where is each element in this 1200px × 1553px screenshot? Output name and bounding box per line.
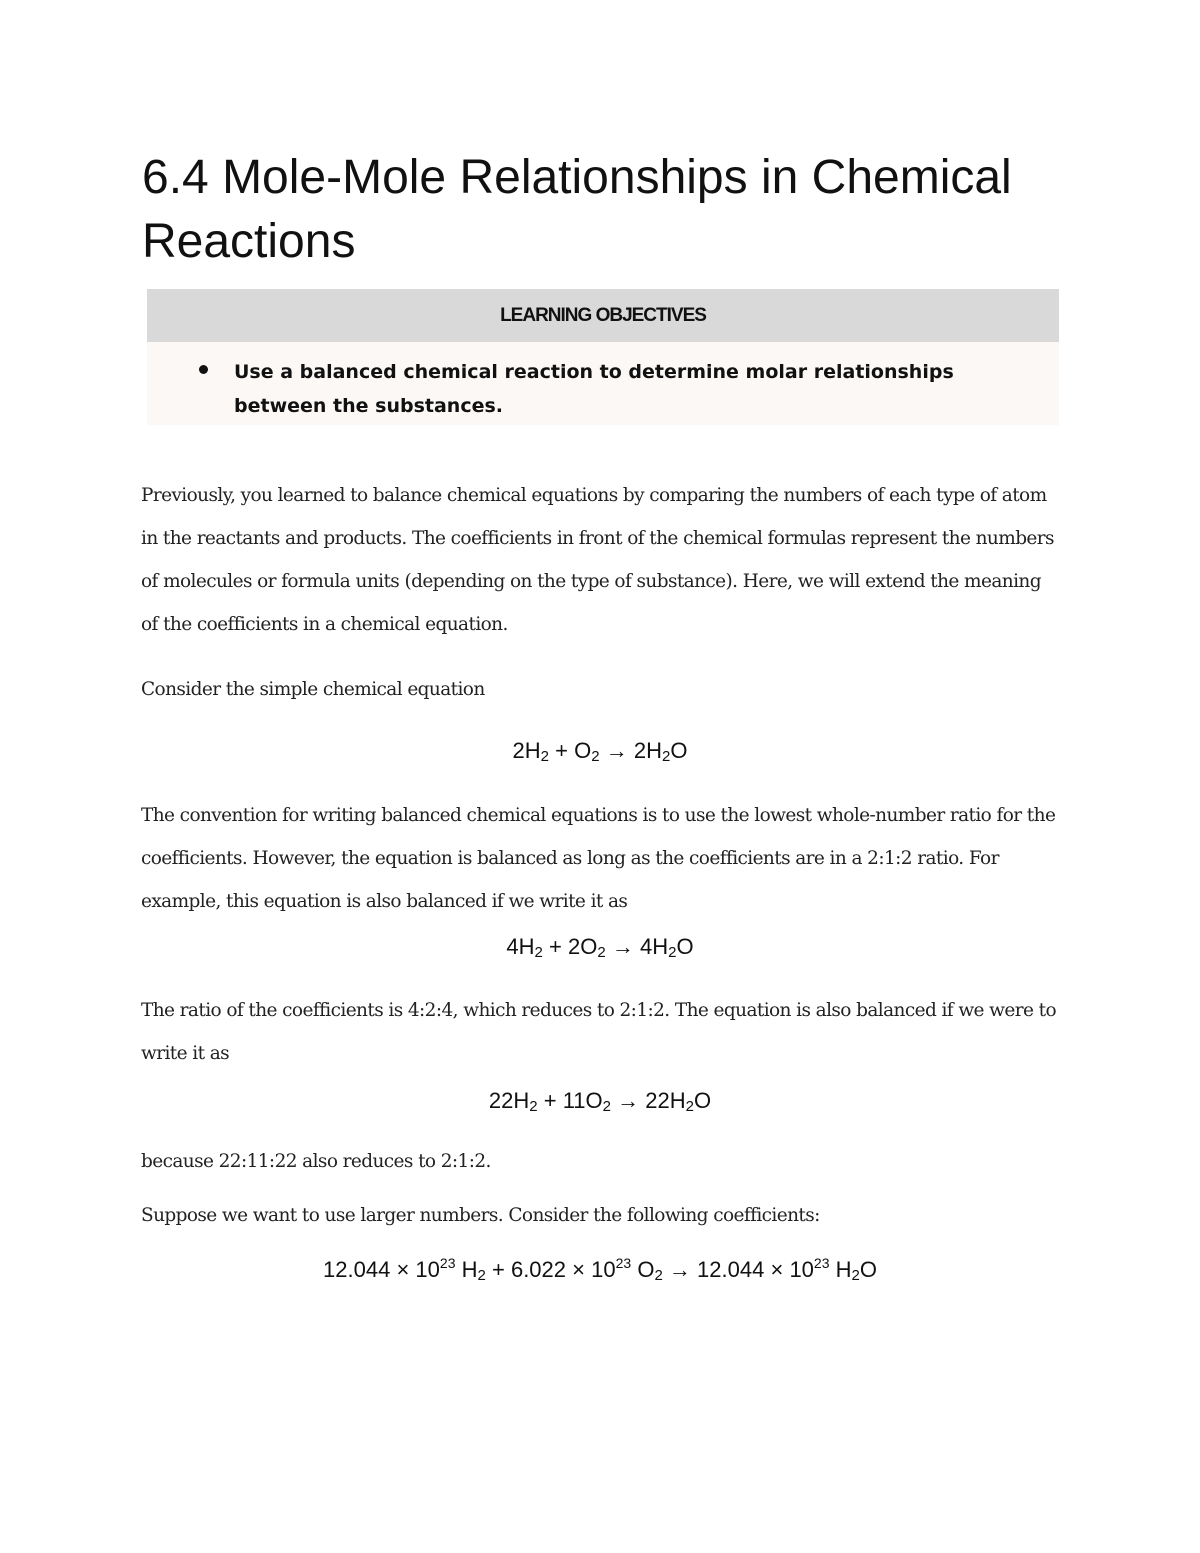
ratio-paragraph: The ratio of the coefficients is 4:2:4, which reduces to 2:1:2. The equation is also balanced if we were to write it as (141, 1000, 1057, 1064)
eq4-coef-o2: 6.022 (510, 1257, 567, 1282)
learning-objectives-box (147, 289, 1059, 425)
consider-paragraph: Consider the simple chemical equation (141, 679, 485, 700)
equation-2: $4H_2 + 2O_2 \to 4H_2O$ (506, 934, 694, 961)
equation-4: $12.044 \times 10^{23}$ $H_2 + 6.022 \times 10^{23}$ $O_2 \to 12.044 \times 10^{23}$ $H_2O$ (323, 1255, 877, 1284)
reaction-arrow-icon: → (617, 1088, 640, 1113)
eq2-coef-h2o: 4 (639, 934, 653, 959)
eq3-coef-h2: 22 (488, 1088, 514, 1113)
reaction-arrow-icon: → (668, 1257, 691, 1282)
convention-paragraph: The convention for writing balanced chemical equations is to use the lowest whole-number ratio for the coefficients. However, the equation is balanced as long as the coefficients are in a 2:1:2 ratio. For example, this equation is also balanced if we write it as (141, 805, 1056, 912)
learning-objectives-heading: LEARNING OBJECTIVES (147, 289, 1059, 342)
learning-objective-item: Use a balanced chemical reaction to determine molar relationships between the substances. (234, 361, 954, 417)
page-title: 6.4 Mole-Mole Relationships in Chemical Reactions (142, 151, 1012, 268)
learning-objectives-list (147, 342, 1059, 425)
eq1-coef-h2: 2 (512, 738, 525, 763)
reaction-arrow-icon: → (611, 934, 634, 959)
suppose-paragraph: Suppose we want to use larger numbers. Consider the following coefficients: (141, 1205, 820, 1226)
eq1-coef-h2o: 2 (633, 738, 647, 763)
reaction-arrow-icon: → (605, 738, 628, 763)
eq4-coef-h2o: 12.044 (697, 1257, 765, 1282)
equation-1: $2H_2 + O_2 \to 2H_2O$ (512, 738, 688, 765)
eq3-coef-o2: 11 (562, 1088, 586, 1113)
eq4-coef-h2: 12.044 (323, 1257, 391, 1282)
eq2-coef-o2: 2 (568, 934, 581, 959)
bullet-icon (199, 365, 208, 374)
equation-3: $22H_2 + 11O_2 \to 22H_2O$ (488, 1088, 712, 1115)
intro-paragraph: Previously, you learned to balance chemical equations by comparing the numbers of each type of atom in the reactants and products. The coefficients in front of the chemical formulas represent the numbers of molecules or formula units (depending on the type of substance). Here, we will extend the meaning of the coefficients in a chemical equation. (141, 485, 1054, 635)
eq2-coef-h2: 4 (506, 934, 519, 959)
because-paragraph: because 22:11:22 also reduces to 2:1:2. (141, 1151, 491, 1172)
eq3-coef-h2o: 22 (645, 1088, 670, 1113)
